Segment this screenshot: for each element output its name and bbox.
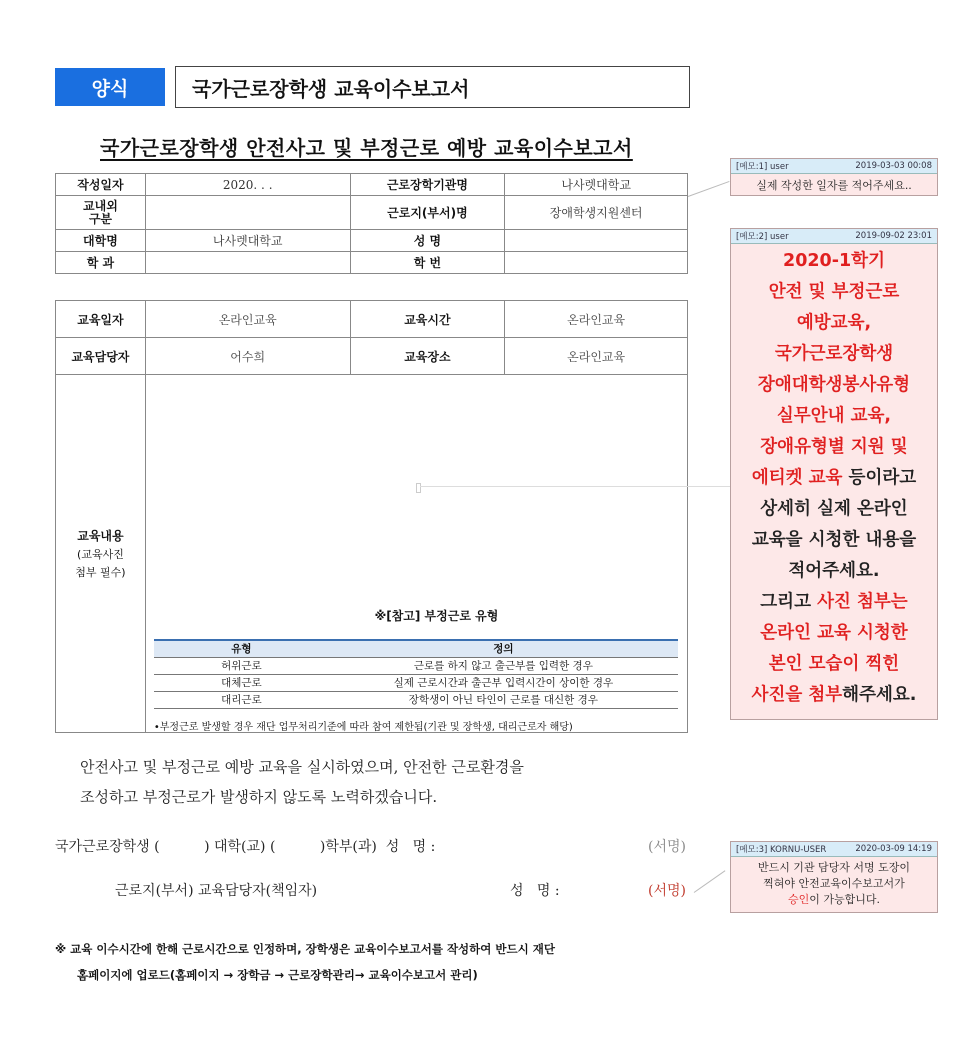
memo-1[interactable] [730,158,938,196]
memo-black-span: 이 가능합니다. [809,893,880,906]
memo-line: 안전 및 부정근로 [768,282,900,302]
memo-time: 2020-03-09 14:19 [855,844,932,854]
date-value[interactable]: 2020. . . [145,174,350,196]
memo-2[interactable] [730,228,938,720]
memo-red-span: 승인 [787,893,810,906]
memo-id: [메모:2] user [736,232,789,242]
fraud-type-table [154,639,678,709]
table-row [154,640,678,657]
edu-manager-value[interactable]: 어수희 [145,338,350,375]
memo-text [731,857,937,908]
memo-header [731,159,937,174]
id-label: 학 번 [350,252,505,274]
memo-red-span: 에티켓 교육 [751,468,843,488]
memo3-connector [694,870,726,893]
fraud-type: 대체근로 [154,674,329,691]
memo-black-span: 그리고 [760,592,811,612]
memo-line: 온라인 교육 시청한 [760,623,908,643]
footnote [55,936,555,988]
memo-line [731,587,937,618]
content-sub-1: (교육사진 [77,547,124,561]
memo-black-span: 등이라고 [842,468,917,488]
memo-red-span: 사진을 첨부 [751,685,843,705]
dept-value[interactable]: 장애학생지원센터 [505,196,688,230]
info-table [55,173,688,274]
table-row [56,301,688,338]
memo-3[interactable] [730,841,938,913]
memo2-connector [420,486,730,487]
cursor-marker [416,483,421,493]
univ-label: 대학명 [56,230,146,252]
univ-value[interactable]: 나사렛대학교 [145,230,350,252]
edu-place-label: 교육장소 [350,338,505,375]
edu-date-label: 교육일자 [56,301,146,338]
memo-line: 반드시 기관 담당자 서명 도장이 [757,861,911,874]
scope-label-line2: 구분 [88,211,113,226]
agency-label: 근로장학기관명 [350,174,505,196]
dept-label: 근로지(부서)명 [350,196,505,230]
edu-time-label: 교육시간 [350,301,505,338]
table-row [56,375,688,733]
education-table [55,300,688,733]
content-label-cell [56,375,146,733]
memo-header [731,842,937,857]
fraud-type: 대리근로 [154,691,329,708]
memo-line [731,680,937,711]
memo-time: 2019-09-02 23:01 [855,231,932,241]
manager-name-label: 성 명 : [510,883,560,899]
memo-text [731,244,937,711]
name-label: 성 명 [350,230,505,252]
footnote-line1: ※ 교육 이수시간에 한해 근로시간으로 인정하며, 장학생은 교육이수보고서를 작성하여 반드시 재단 [55,942,555,956]
memo-line: 국가근로장학생 [774,344,894,364]
edu-time-value[interactable]: 온라인교육 [505,301,688,338]
statement-line2: 조성하고 부정근로가 발생하지 않도록 노력하겠습니다. [80,788,438,806]
table-row [56,230,688,252]
fraud-note: •부정근로 발생할 경우 재단 업무처리기준에 따라 참여 제한됨(기관 및 장학생, 대리근로자 해당) [153,722,573,733]
reference-title: ※[참고] 부정근로 유형 [374,609,499,623]
memo-red-span: 사진 첨부는 [811,592,908,612]
form-tag: 양식 [55,68,165,106]
memo-line: 상세히 실제 온라인 [760,499,908,519]
name-value[interactable] [505,230,688,252]
memo-line [731,463,937,494]
document-title: 국가근로장학생 안전사고 및 부정근로 예방 교육이수보고서 [100,136,633,160]
major-value[interactable] [145,252,350,274]
edu-date-value[interactable]: 온라인교육 [145,301,350,338]
memo-line: 예방교육, [796,313,872,333]
fraud-def: 실제 근로시간과 출근부 입력시간이 상이한 경우 [329,674,678,691]
content-area[interactable] [145,375,687,733]
edu-manager-label: 교육담당자 [56,338,146,375]
fraud-header-type: 유형 [154,640,329,657]
table-row [56,338,688,375]
student-signature-line: 국가근로장학생 ( ) 대학(교) ( )학부(과) 성 명 : [55,839,436,855]
memo-line: 장애대학생봉사유형 [757,375,911,395]
form-title: 국가근로장학생 교육이수보고서 [175,66,690,108]
content-label: 교육내용 [77,528,124,543]
memo-line: 실무안내 교육, [776,406,892,426]
date-label: 작성일자 [56,174,146,196]
edu-place-value[interactable]: 온라인교육 [505,338,688,375]
student-sign-mark[interactable]: (서명) [648,839,686,855]
table-row [56,196,688,230]
memo-time: 2019-03-03 00:08 [855,161,932,171]
content-sub-2: 첨부 필수) [75,565,126,579]
memo-id: [메모:3] KORNU-USER [736,845,827,855]
fraud-def: 근로를 하지 않고 출근부를 입력한 경우 [329,657,678,674]
scope-label [56,196,146,230]
fraud-def: 장학생이 아닌 타인이 근로를 대신한 경우 [329,691,678,708]
table-row [154,657,678,674]
memo-line: 2020-1학기 [783,251,885,271]
table-row [154,691,678,708]
scope-label-line1: 교내외 [83,198,118,213]
memo1-connector [688,181,730,197]
fraud-type: 허위근로 [154,657,329,674]
table-row [56,174,688,196]
fraud-header-def: 정의 [329,640,678,657]
id-value[interactable] [505,252,688,274]
manager-signature-line: 근로지(부서) 교육담당자(책임자) [115,883,318,899]
memo-line: 본인 모습이 찍힌 [768,654,900,674]
memo-line [731,892,937,908]
scope-value[interactable] [145,196,350,230]
memo-header [731,229,937,244]
memo-black-span: 해주세요. [842,685,917,705]
major-label: 학 과 [56,252,146,274]
statement [80,752,524,812]
memo-line: 장애유형별 지원 및 [760,437,908,457]
memo-id: [메모:1] user [736,162,789,172]
manager-sign-mark[interactable]: (서명) [648,883,686,899]
table-row [56,252,688,274]
memo-line: 교육을 시청한 내용을 [751,530,917,550]
statement-line1: 안전사고 및 부정근로 예방 교육을 실시하였으며, 안전한 근로환경을 [80,758,524,776]
footnote-line2: 홈페이지에 업로드(홈페이지 → 장학금 → 근로장학관리→ 교육이수보고서 관리) [77,968,478,982]
memo-line: 찍혀야 안전교육이수보고서가 [763,877,905,890]
memo-text: 실제 작성한 일자를 적어주세요.. [756,179,912,192]
table-row [154,674,678,691]
memo-line: 적어주세요. [788,561,880,581]
agency-value[interactable]: 나사렛대학교 [505,174,688,196]
